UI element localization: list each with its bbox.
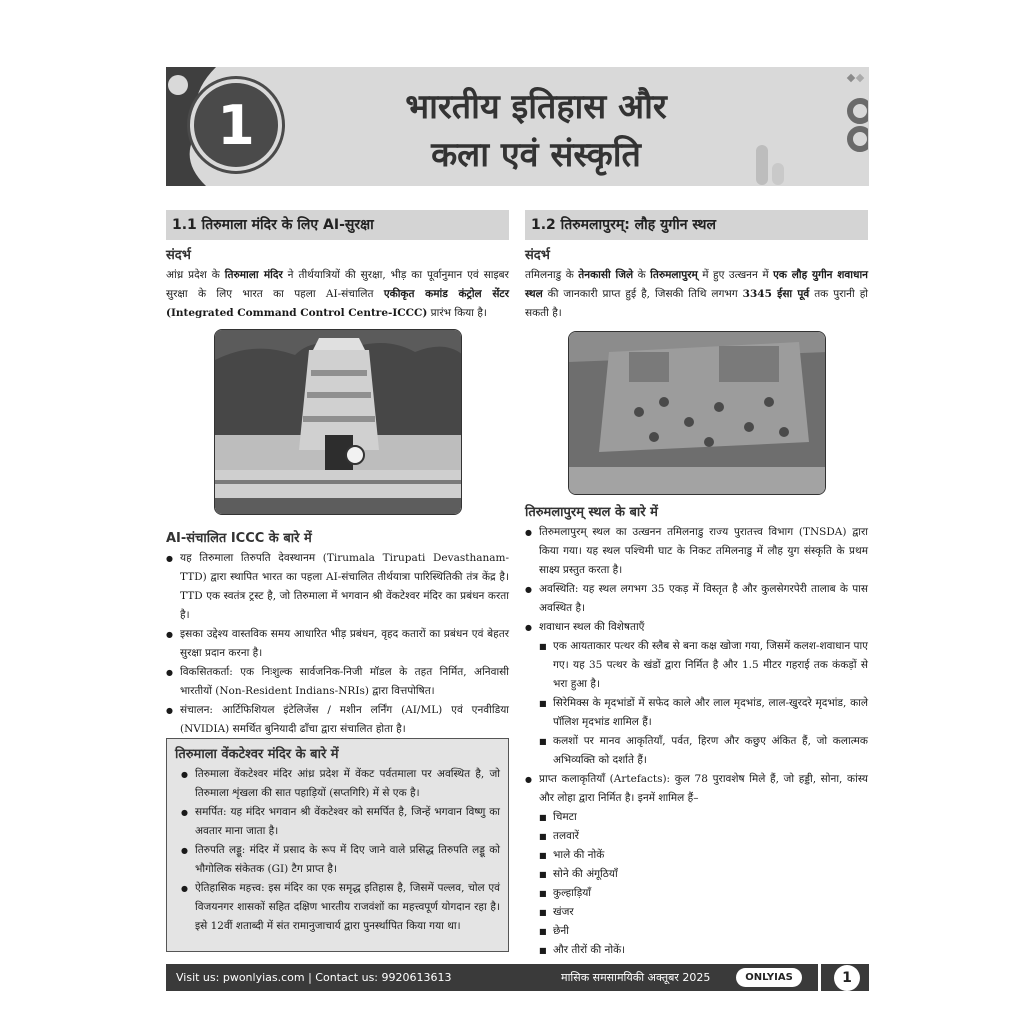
section-title: 1.1 तिरुमाला मंदिर के लिए AI-सुरक्षा xyxy=(166,210,509,240)
footer-contact: Visit us: pwonlyias.com | Contact us: 9920613613 xyxy=(176,971,452,984)
context-paragraph: तमिलनाडु के तेनकासी जिले के तिरुमलापुरम् में हुए उत्खनन में एक लौह युगीन शवाधान स्थल की जानकारी प्राप्त हुई है, जिसकी तिथि लगभग 3345 ईसा पूर्व तक पुरानी हो सकती है। xyxy=(525,269,868,319)
excavation-photo xyxy=(568,331,826,495)
context-paragraph: आंध्र प्रदेश के तिरुमाला मंदिर ने तीर्थयात्रियों की सुरक्षा, भीड़ का पूर्वानुमान एवं साइबर सुरक्षा के लिए भारत का पहला AI-संचालित एकीकृत कमांड कंट्रोल सेंटर (Integrated Command Control Centre-ICCC) प्रारंभ किया है। xyxy=(166,269,510,319)
list-item: ■ तलवारें xyxy=(539,827,868,846)
list-item: ● विकसितकर्ता: एक निःशुल्क सार्वजनिक-निजी मॉडल के तहत निर्मित, अनिवासी भारतीयों (Non-Resident Indians-NRIs) द्वारा वित्तपोषित। xyxy=(166,663,509,701)
temple-info-box xyxy=(166,738,509,952)
list-item: ● इसका उद्देश्य वास्तविक समय आधारित भीड़ प्रबंधन, वृहद कतारों का प्रबंधन एवं बेहतर सुरक्षा प्रदान करना है। xyxy=(166,625,509,663)
list-item: ■ कलशों पर मानव आकृतियाँ, पर्वत, हिरण और कछुए अंकित हैं, जो कलात्मक अभिव्यक्ति को दर्शाते हैं। xyxy=(539,732,868,770)
section-title: 1.2 तिरुमलापुरम्: लौह युगीन स्थल xyxy=(525,210,868,240)
list-item: ● तिरुमाला वेंकटेश्वर मंदिर आंध्र प्रदेश में वेंकट पर्वतमाला पर अवस्थित है, जो तिरुमाला शृंखला की सात पहाड़ियों (सप्तगिरि) में से एक है। xyxy=(181,765,500,803)
footer-issue: मासिक समसामयिकी अक्तूबर 2025 xyxy=(561,971,711,984)
features-list xyxy=(525,637,868,770)
list-item: ● संचालन: आर्टिफिशियल इंटेलिजेंस / मशीन लर्निंग (AI/ML) एवं एनवीडिया (NVIDIA) समर्थित बुनियादी ढाँचा द्वारा संचालित होता है। xyxy=(166,701,509,739)
list-item: ● समर्पित: यह मंदिर भगवान श्री वेंकटेश्वर को समर्पित है, जिन्हें भगवान विष्णु का अवतार माना जाता है। xyxy=(181,803,500,841)
chapter-title: भारतीय इतिहास और कला एवं संस्कृति xyxy=(405,87,667,175)
box-heading: तिरुमाला वेंकटेश्वर मंदिर के बारे में xyxy=(175,747,339,762)
artefact-items-list xyxy=(525,808,868,960)
list-item: ■ छेनी xyxy=(539,922,868,941)
banner-decoration-diamonds xyxy=(846,71,866,89)
list-item: ■ और तीरों की नोकें। xyxy=(539,941,868,960)
banner-decoration-rings xyxy=(838,97,868,157)
page-number: 1 xyxy=(834,965,860,991)
list-item: ● तिरुपति लड्डू: मंदिर में प्रसाद के रूप में दिए जाने वाले प्रसिद्ध तिरुपति लड्डू को भौगोलिक संकेतक (GI) टैग प्राप्त है। xyxy=(181,841,500,879)
list-item: ● अवस्थिति: यह स्थल लगभग 35 एकड़ में विस्तृत है और कुलसेगरपेरी तालाब के पास अवस्थित है। xyxy=(525,580,868,618)
banner-decoration-pill xyxy=(772,163,784,185)
right-column xyxy=(525,210,868,960)
list-item: ■ चिमटा xyxy=(539,808,868,827)
list-item: ● ऐतिहासिक महत्त्व: इस मंदिर का एक समृद्ध इतिहास है, जिसमें पल्लव, चोल एवं विजयनगर शासकों सहित दक्षिण भारतीय राजवंशों का महत्त्वपूर्ण योगदान रहा है। इसे 12वीं शताब्दी में संत रामानुजाचार्य द्वारा पुनर्स्थापित किया गया था। xyxy=(181,879,500,936)
brand-logo: ONLYIAS xyxy=(736,968,802,987)
list-item: ■ सोने की अंगूठियाँ xyxy=(539,865,868,884)
context-heading: संदर्भ xyxy=(525,248,550,263)
list-item: ■ भाले की नोकें xyxy=(539,846,868,865)
chapter-banner xyxy=(166,67,869,186)
list-item: ■ खंजर xyxy=(539,903,868,922)
iccc-bullet-list xyxy=(166,549,509,739)
list-item: ■ सिरेमिक्स के मृदभांडों में सफेद काले और लाल मृदभांड, लाल-खुरदरे मृदभांड, काले पॉलिश मृदभांड शामिल हैं। xyxy=(539,694,868,732)
artefacts-bullet xyxy=(525,770,868,808)
list-item: ● तिरुमलापुरम् स्थल का उत्खनन तमिलनाडु राज्य पुरातत्त्व विभाग (TNSDA) द्वारा किया गया। यह स्थल पश्चिमी घाट के निकट तमिलनाडु में लौह युग संस्कृति के प्रथम साक्ष्य प्रस्तुत करता है। xyxy=(525,523,868,580)
list-item: ● प्राप्त कलाकृतियाँ (Artefacts): कुल 78 पुरावशेष मिले हैं, जो हड्डी, सोना, कांस्य और लोहा द्वारा निर्मित है। इनमें शामिल हैं– xyxy=(525,770,868,808)
list-item: ● शवाधान स्थल की विशेषताएँ xyxy=(525,618,868,637)
banner-decoration-pill xyxy=(756,145,768,185)
list-item: ● यह तिरुमाला तिरुपति देवस्थानम (Tirumala Tirupati Devasthanam-TTD) द्वारा स्थापित भारत का पहला AI-संचालित तीर्थयात्रा पारिस्थितिकी तंत्र केंद्र है। TTD एक स्वतंत्र ट्रस्ट है, जो तिरुमाला में भगवान श्री वेंकटेश्वर मंदिर का प्रबंधन करता है। xyxy=(166,549,509,625)
site-bullet-list xyxy=(525,523,868,637)
footer-divider xyxy=(818,964,821,991)
temple-photo xyxy=(214,329,462,515)
list-item: ■ एक आयताकार पत्थर की स्लैब से बना कक्ष खोजा गया, जिसमें कलश-शवाधान पाए गए। यह 35 पत्थर के खंडों द्वारा निर्मित है और 1.5 मीटर गहराई तक कंकड़ों से भरा हुआ है। xyxy=(539,637,868,694)
context-heading: संदर्भ xyxy=(166,248,191,263)
about-iccc-heading: AI-संचालित ICCC के बारे में xyxy=(166,531,312,546)
chapter-number-badge: 1 xyxy=(190,79,282,171)
left-column xyxy=(166,210,509,739)
list-item: ■ कुल्हाड़ियाँ xyxy=(539,884,868,903)
about-site-heading: तिरुमलापुरम् स्थल के बारे में xyxy=(525,505,658,520)
box-bullet-list xyxy=(175,765,500,936)
page-footer xyxy=(166,964,869,991)
